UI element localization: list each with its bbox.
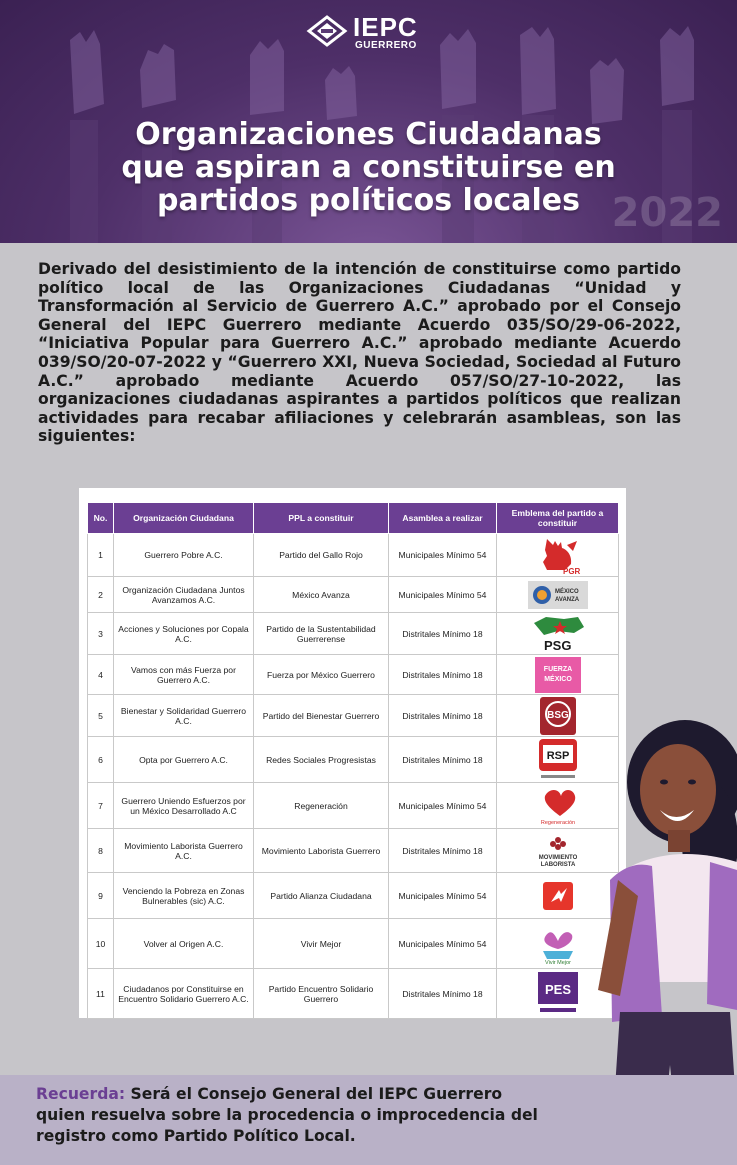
cell-organization: Venciendo la Pobreza en Zonas Bulnerables (sic) A.C.: [114, 873, 254, 919]
cell-organization: Bienestar y Solidaridad Guerrero A.C.: [114, 695, 254, 737]
cell-no: 11: [88, 969, 114, 1019]
emblem-text: BSG: [546, 709, 569, 721]
cell-assembly: Distritales Mínimo 18: [389, 969, 497, 1019]
cell-ppl: Regeneración: [254, 783, 389, 829]
header-emblem: Emblema del partido a constituir: [497, 503, 619, 534]
mexico-avanza-emblem-icon: [528, 581, 588, 609]
cell-assembly: Distritales Mínimo 18: [389, 655, 497, 695]
title-line: partidos políticos locales: [157, 183, 580, 218]
organizations-table-card: [79, 488, 626, 1018]
organizations-table: [87, 502, 619, 1019]
cell-no: 1: [88, 534, 114, 577]
table-row: [88, 783, 619, 829]
cell-assembly: Municipales Mínimo 54: [389, 534, 497, 577]
year-watermark: 2022: [611, 190, 723, 236]
cell-assembly: Distritales Mínimo 18: [389, 613, 497, 655]
cell-emblem: [497, 655, 619, 695]
cell-no: 7: [88, 783, 114, 829]
cell-organization: Acciones y Soluciones por Copala A.C.: [114, 613, 254, 655]
movimiento-laborista-emblem-icon: [530, 832, 586, 870]
cell-ppl: Redes Sociales Progresistas: [254, 737, 389, 783]
fuerza-mexico-emblem-icon: [535, 657, 581, 693]
table-row: [88, 829, 619, 873]
cell-ppl: Partido de la Sustentabilidad Guerrerense: [254, 613, 389, 655]
svg-text:MÉXICO: MÉXICO: [543, 675, 572, 683]
table-row: [88, 919, 619, 969]
logo-subtitle: GUERRERO: [355, 40, 417, 51]
header-banner: [0, 0, 737, 243]
cell-organization: Volver al Origen A.C.: [114, 919, 254, 969]
cell-emblem: [497, 534, 619, 577]
psg-emblem-icon: [530, 615, 586, 653]
header-ppl: PPL a constituir: [254, 503, 389, 534]
cell-organization: Guerrero Uniendo Esfuerzos por un México Desarrollado A.C: [114, 783, 254, 829]
cell-assembly: Distritales Mínimo 18: [389, 695, 497, 737]
cell-organization: Vamos con más Fuerza por Guerrero A.C.: [114, 655, 254, 695]
cell-no: 10: [88, 919, 114, 969]
table-row: [88, 737, 619, 783]
cell-emblem: [497, 577, 619, 613]
cell-no: 4: [88, 655, 114, 695]
header-organization: Organización Ciudadana: [114, 503, 254, 534]
pes-emblem-icon: [536, 972, 580, 1016]
cell-organization: Ciudadanos por Constituirse en Encuentro Solidario Guerrero A.C.: [114, 969, 254, 1019]
emblem-text: RSP: [546, 749, 569, 762]
iepc-logo: [305, 12, 425, 52]
cell-ppl: México Avanza: [254, 577, 389, 613]
table-header-row: [88, 503, 619, 534]
header-assembly: Asamblea a realizar: [389, 503, 497, 534]
emblem-text: PES: [544, 981, 571, 997]
cell-assembly: Municipales Mínimo 54: [389, 919, 497, 969]
cell-no: 8: [88, 829, 114, 873]
cell-organization: Opta por Guerrero A.C.: [114, 737, 254, 783]
bsg-emblem-icon: [538, 697, 578, 735]
cell-organization: Movimiento Laborista Guerrero A.C.: [114, 829, 254, 873]
title-line: que aspiran a constituirse en: [121, 150, 616, 185]
table-row: [88, 613, 619, 655]
page-title: [40, 118, 697, 217]
table-row: [88, 873, 619, 919]
cell-organization: Guerrero Pobre A.C.: [114, 534, 254, 577]
svg-text:FUERZA: FUERZA: [543, 665, 572, 673]
iepc-logo-mark-icon: [305, 14, 349, 48]
table-row: [88, 969, 619, 1019]
cell-no: 3: [88, 613, 114, 655]
intro-paragraph: Derivado del desistimiento de la intención de constituirse como partido político local de las Organizaciones Ciudadanas “Unidad y Transformación al Servicio de Guerrero A.C.” aprobado por el Consejo General del IEPC Guerrero mediante Acuerdo 035/SO/29-06-2022, “Iniciativa Popular para Guerrero A.C.” aprobado mediante Acuerdo 039/SO/20-07-2022 y “Guerrero XXI, Nueva Sociedad, Sociedad al Futuro A.C.” aprobado mediante Acuerdo 057/SO/27-10-2022, las organizaciones ciudadanas aspirantes a partidos políticos que realizan actividades para recabar afiliaciones y celebrarán asambleas, son las siguientes:: [38, 260, 681, 446]
table-row: [88, 655, 619, 695]
table-row: [88, 695, 619, 737]
svg-text:LABORISTA: LABORISTA: [540, 861, 575, 868]
cell-assembly: Distritales Mínimo 18: [389, 829, 497, 873]
cell-assembly: Municipales Mínimo 54: [389, 577, 497, 613]
emblem-text: Vivir Mejor: [544, 959, 571, 965]
cell-assembly: Municipales Mínimo 54: [389, 783, 497, 829]
cell-ppl: Partido Alianza Ciudadana: [254, 873, 389, 919]
footer-message: Será el Consejo General del IEPC Guerrero quien resuelva sobre la procedencia o improcedencia del registro como Partido Político Local.: [36, 1085, 538, 1145]
cell-ppl: Fuerza por México Guerrero: [254, 655, 389, 695]
cell-ppl: Vivir Mejor: [254, 919, 389, 969]
cell-emblem: [497, 613, 619, 655]
emblem-text: Regeneración: [540, 819, 575, 826]
cell-no: 6: [88, 737, 114, 783]
emblem-text: PGR: [562, 567, 580, 575]
recuerda-label: Recuerda:: [36, 1085, 126, 1103]
title-line: Organizaciones Ciudadanas: [135, 117, 602, 152]
cell-ppl: Partido del Gallo Rojo: [254, 534, 389, 577]
cell-ppl: Partido Encuentro Solidario Guerrero: [254, 969, 389, 1019]
table-row: [88, 577, 619, 613]
emblem-text: PSG: [543, 637, 571, 653]
cell-no: 2: [88, 577, 114, 613]
footer-text: [36, 1084, 556, 1147]
header-no: No.: [88, 503, 114, 534]
cell-no: 5: [88, 695, 114, 737]
cell-ppl: Partido del Bienestar Guerrero: [254, 695, 389, 737]
cell-assembly: Municipales Mínimo 54: [389, 873, 497, 919]
svg-text:MÉXICO: MÉXICO: [554, 588, 579, 595]
vivir-mejor-emblem-icon: [537, 923, 579, 965]
regeneracion-emblem-icon: [535, 786, 581, 826]
footer-banner: [0, 1075, 737, 1165]
svg-text:MOVIMIENTO: MOVIMIENTO: [538, 854, 577, 861]
svg-text:AVANZA: AVANZA: [554, 596, 579, 603]
rooster-emblem-icon: [533, 535, 583, 575]
logo-name: IEPC: [353, 12, 418, 42]
table-row: [88, 534, 619, 577]
cell-organization: Organización Ciudadana Juntos Avanzamos A.C.: [114, 577, 254, 613]
cell-assembly: Distritales Mínimo 18: [389, 737, 497, 783]
alianza-ciudadana-emblem-icon: [541, 880, 575, 912]
cell-ppl: Movimiento Laborista Guerrero: [254, 829, 389, 873]
cell-no: 9: [88, 873, 114, 919]
rsp-emblem-icon: [537, 739, 579, 781]
